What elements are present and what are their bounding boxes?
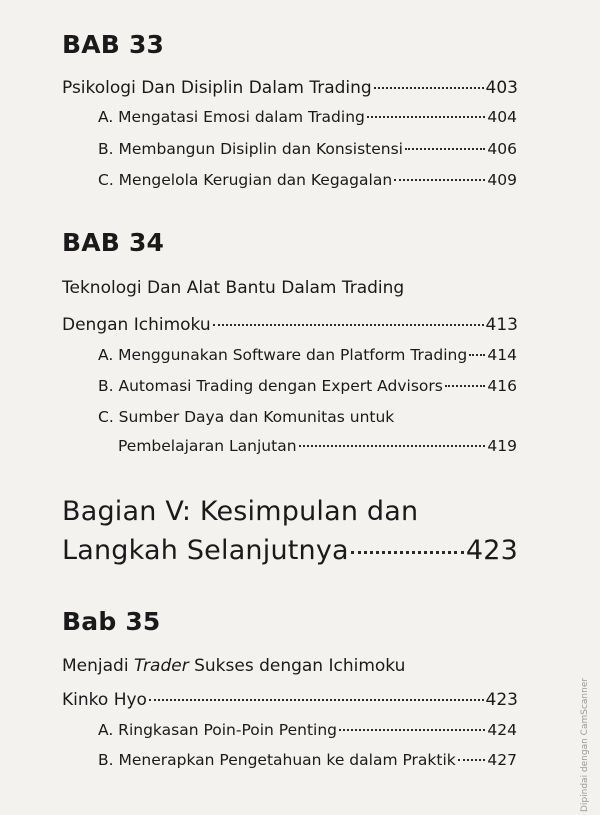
entry-title: Psikologi Dan Disiplin Dalam Trading: [62, 78, 372, 98]
entry-title: C. Mengelola Kerugian dan Kegagalan: [98, 171, 393, 189]
entry-title: Pembelajaran Lanjutan: [118, 437, 297, 455]
bab-33-item-c[interactable]: [98, 171, 517, 189]
bagian-5-title-entry[interactable]: [62, 535, 518, 566]
entry-title: Dengan Ichimoku: [62, 315, 211, 335]
entry-page: 416: [487, 377, 517, 395]
entry-title: B. Membangun Disiplin dan Konsistensi: [98, 140, 403, 158]
bab-35-heading: Bab 35: [62, 607, 161, 636]
entry-page: 423: [465, 535, 518, 566]
bab-35-item-a[interactable]: [98, 721, 517, 739]
entry-page: 427: [487, 751, 517, 769]
bab-34-item-a[interactable]: [98, 346, 517, 364]
entry-title: Kinko Hyo: [62, 690, 147, 710]
bab-34-item-c[interactable]: [118, 437, 517, 455]
entry-title: A. Ringkasan Poin-Poin Penting: [98, 721, 337, 739]
entry-page: 419: [487, 437, 517, 455]
dot-leader: [405, 148, 485, 150]
entry-page: 424: [487, 721, 517, 739]
bab-34-title-entry[interactable]: [62, 315, 518, 335]
watermark-text: Dipindai dengan CamScanner: [580, 677, 590, 812]
dot-leader: [299, 445, 486, 447]
bab-34-heading: BAB 34: [62, 228, 165, 257]
bab-35-title-line1: [62, 656, 405, 676]
dot-leader: [367, 116, 486, 118]
entry-page: 404: [487, 108, 517, 126]
dot-leader: [374, 87, 484, 89]
entry-title: A. Menggunakan Software dan Platform Trading: [98, 346, 468, 364]
entry-title: Langkah Selanjutnya: [62, 535, 349, 566]
bab-33-item-b[interactable]: [98, 140, 517, 158]
entry-page: 414: [487, 346, 517, 364]
bab-33-item-a[interactable]: [98, 108, 517, 126]
bab-33-title-entry[interactable]: [62, 78, 518, 98]
entry-page: 423: [485, 690, 518, 710]
dot-leader: [394, 179, 485, 181]
bab-35-item-b[interactable]: [98, 751, 517, 769]
entry-title: B. Automasi Trading dengan Expert Advisors: [98, 377, 443, 395]
bagian-5-title-line1: Bagian V: Kesimpulan dan: [62, 496, 419, 527]
title-part: Menjadi: [62, 656, 134, 676]
bab-34-item-c-line1: C. Sumber Daya dan Komunitas untuk: [98, 408, 395, 426]
title-part-italic: Trader: [133, 656, 189, 676]
bab-35-title-entry[interactable]: [62, 690, 518, 710]
dot-leader: [445, 385, 486, 387]
dot-leader: [458, 759, 486, 761]
dot-leader: [213, 324, 484, 326]
dot-leader: [149, 699, 484, 701]
entry-page: 403: [485, 78, 518, 98]
bab-33-heading: BAB 33: [62, 30, 165, 59]
dot-leader: [351, 551, 464, 554]
bab-34-item-b[interactable]: [98, 377, 517, 395]
entry-page: 413: [485, 315, 518, 335]
entry-title: A. Mengatasi Emosi dalam Trading: [98, 108, 365, 126]
entry-page: 409: [487, 171, 517, 189]
title-part: Sukses dengan Ichimoku: [188, 656, 406, 676]
scanner-watermark: [578, 677, 594, 815]
entry-page: 406: [487, 140, 517, 158]
entry-title: B. Menerapkan Pengetahuan ke dalam Praktik: [98, 751, 456, 769]
dot-leader: [339, 729, 485, 731]
bab-34-title-line1: Teknologi Dan Alat Bantu Dalam Trading: [62, 278, 405, 298]
dot-leader: [469, 354, 485, 356]
